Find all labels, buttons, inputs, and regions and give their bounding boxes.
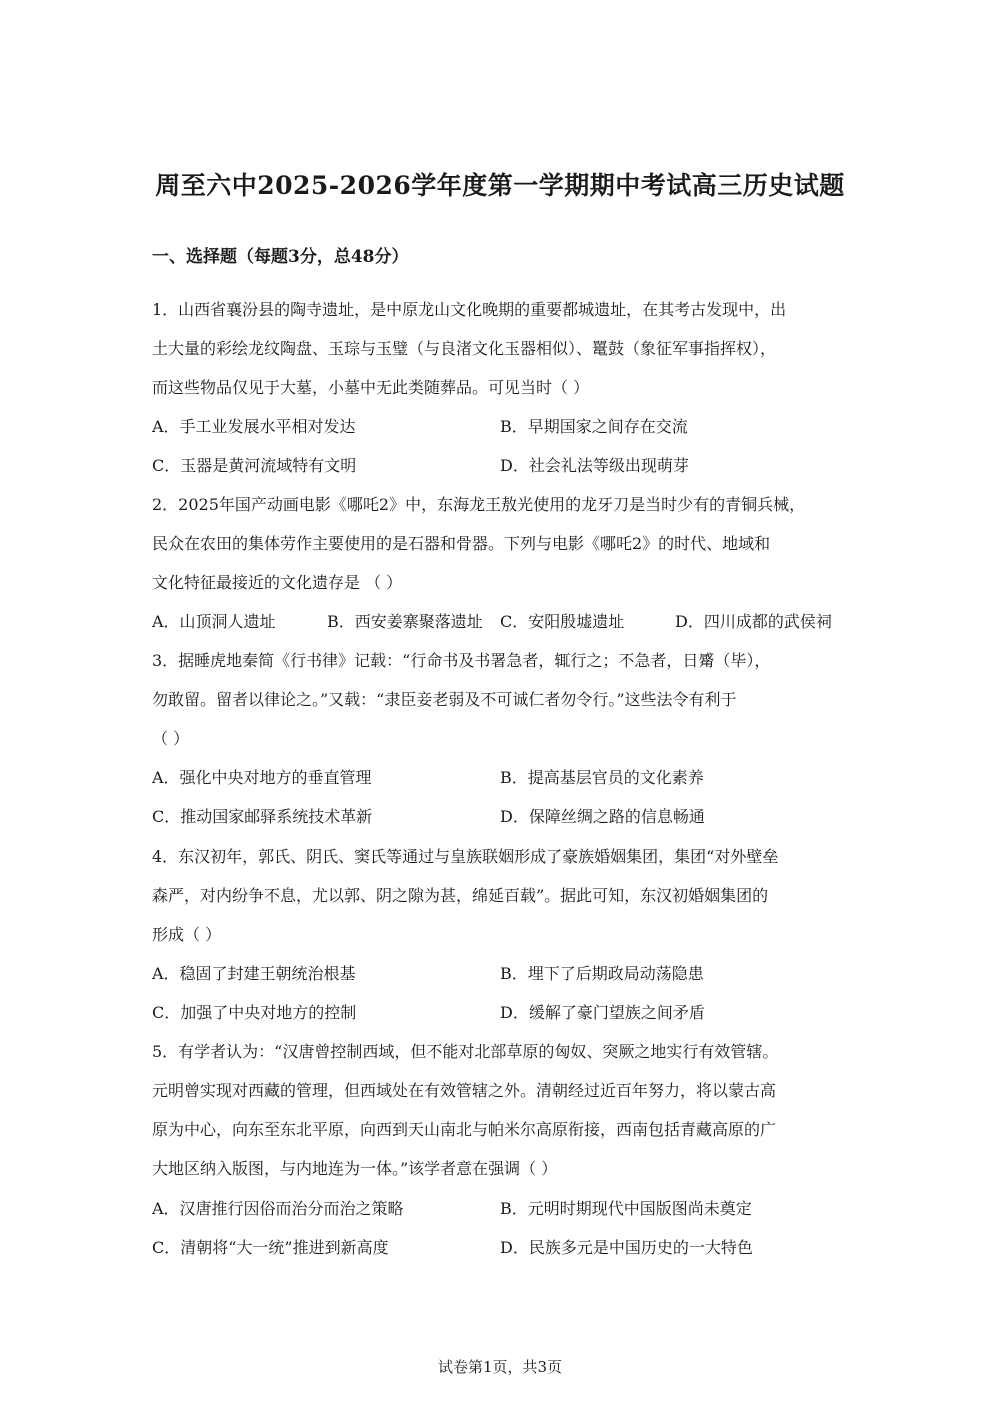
option-a: A．强化中央对地方的垂直管理 <box>152 768 372 787</box>
option-c: C．清朝将“大一统”推进到新高度 <box>152 1238 389 1257</box>
question-stem-line: 而这些物品仅见于大墓，小墓中无此类随葬品。可见当时（ ） <box>152 378 590 397</box>
option-c: C．加强了中央对地方的控制 <box>152 1003 357 1022</box>
question-stem-line: 4．东汉初年，郭氏、阴氏、窦氏等通过与皇族联姻形成了豪族婚姻集团，集团“对外壁垒 <box>152 847 779 866</box>
question-stem-line: 元明曾实现对西藏的管理，但西域处在有效管辖之外。清朝经过近百年努力，将以蒙古高 <box>152 1081 777 1100</box>
exam-title: 周至六中2025-2026学年度第一学期期中考试高三历史试题 <box>155 171 845 200</box>
option-b: B．早期国家之间存在交流 <box>500 417 688 436</box>
question-stem-line: 2．2025年国产动画电影《哪吒2》中，东海龙王敖光使用的龙牙刀是当时少有的青铜兵械， <box>152 495 806 514</box>
option-c: C．安阳殷墟遗址 <box>500 612 625 631</box>
question-stem-line: 森严，对内纷争不息，尤以郭、阴之隙为甚，绵延百载”。据此可知，东汉初婚姻集团的 <box>152 886 769 905</box>
question-stem-line: 民众在农田的集体劳作主要使用的是石器和骨器。下列与电影《哪吒2》的时代、地域和 <box>152 534 771 553</box>
page-footer: 试卷第1页，共3页 <box>437 1358 563 1376</box>
option-b: B．西安姜寨聚落遗址 <box>327 612 483 631</box>
option-a: A．汉唐推行因俗而治分而治之策略 <box>152 1199 404 1218</box>
question-stem-line: 1．山西省襄汾县的陶寺遗址，是中原龙山文化晚期的重要都城遗址，在其考古发现中，出 <box>152 300 787 319</box>
option-b: B．埋下了后期政局动荡隐患 <box>500 964 704 983</box>
option-c: C．推动国家邮驿系统技术革新 <box>152 807 373 826</box>
option-c: C．玉器是黄河流域特有文明 <box>152 456 357 475</box>
question-stem-line: 土大量的彩绘龙纹陶盘、玉琮与玉璧（与良渚文化玉器相似）、鼍鼓（象征军事指挥权）， <box>152 339 777 358</box>
option-a: A．稳固了封建王朝统治根基 <box>152 964 356 983</box>
question-stem-line: 勿敢留。留者以律论之。”又载：“隶臣妾老弱及不可诚仁者勿令行。”这些法令有利于 <box>152 690 737 709</box>
option-d: D．保障丝绸之路的信息畅通 <box>500 807 705 826</box>
option-d: D．民族多元是中国历史的一大特色 <box>500 1238 753 1257</box>
option-d: D．四川成都的武侯祠 <box>675 612 832 631</box>
option-a: A．手工业发展水平相对发达 <box>152 417 356 436</box>
option-b: B．提高基层官员的文化素养 <box>500 768 704 787</box>
option-b: B．元明时期现代中国版图尚未奠定 <box>500 1199 752 1218</box>
section-heading: 一、选择题（每题3分，总48分） <box>152 247 409 267</box>
question-stem-line: 3．据睡虎地秦简《行书律》记载：“行命书及书署急者，辄行之；不急者，日觱（毕）， <box>152 651 771 670</box>
question-stem-line: （ ） <box>152 729 190 748</box>
option-a: A．山顶洞人遗址 <box>152 612 276 631</box>
option-d: D．缓解了豪门望族之间矛盾 <box>500 1003 705 1022</box>
question-stem-line: 5．有学者认为：“汉唐曾控制西域，但不能对北部草原的匈奴、突厥之地实行有效管辖。 <box>152 1042 779 1061</box>
question-stem-line: 形成（ ） <box>152 925 222 944</box>
option-d: D．社会礼法等级出现萌芽 <box>500 456 689 475</box>
question-stem-line: 原为中心，向东至东北平原，向西到天山南北与帕米尔高原衔接，西南包括青藏高原的广 <box>152 1120 777 1139</box>
question-stem-line: 文化特征最接近的文化遗存是 （ ） <box>152 573 403 592</box>
question-stem-line: 大地区纳入版图，与内地连为一体。”该学者意在强调（ ） <box>152 1159 558 1178</box>
